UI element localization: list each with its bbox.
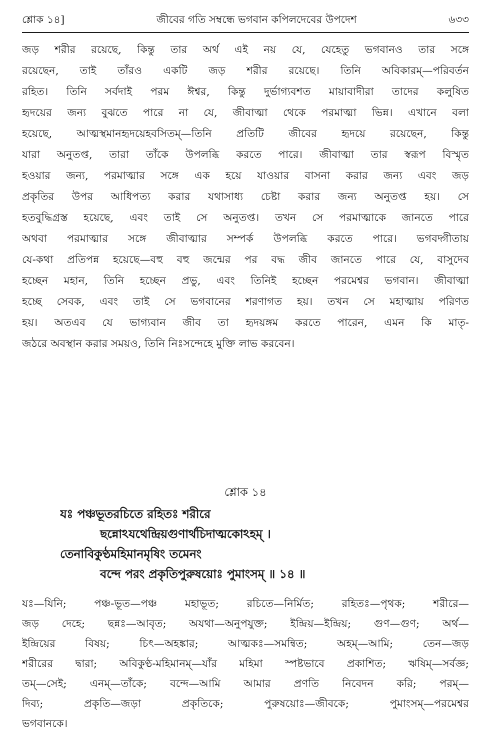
- header-page-number: ৬৩৩: [448, 13, 469, 26]
- gloss-line: শরীরের দ্বারা; অবিকুণ্ঠ-মহিমানম্—যাঁর মহিমা স্পষ্টভাবে প্রকাশিত; ঋষিম্—সর্বজ্ঞ;: [22, 658, 469, 670]
- gloss-line: ইন্দ্রিয়ের বিষয়; চিৎ—অহঙ্কার; আত্মকঃ—সমন্বিত; অহম্—আমি; তেন—জড়: [22, 638, 469, 650]
- verse-line: যঃ পঞ্চভূতরচিতে রহিতঃ শরীরে: [60, 507, 211, 521]
- purport-text: [22, 40, 469, 355]
- header-chapter-title: জীবের গতি সম্বন্ধে ভগবান কপিলদেবের উপদেশ: [156, 13, 357, 26]
- header-verse-ref: শ্লোক ১৪]: [22, 13, 65, 26]
- purport-line: রহিত। তিনি সর্বদাই পরম ঈশ্বর, কিন্তু দুর্ভাগ্যবশত মায়াবাদীরা তাদের কলুষিত: [22, 86, 469, 98]
- gloss-line: যঃ—যিনি; পঞ্চ-ভূত—পঞ্চ মহাভূত; রচিতে—নির্মিত; রহিতঃ—পৃথক; শরীরে—: [22, 598, 469, 610]
- purport-line: প্রকৃতির উপর আধিপত্য করার যথাসাধ্য চেষ্টা করার জন্য অনুতপ্ত হয়। সে: [22, 191, 469, 203]
- purport-line: জড় শরীর রয়েছে, কিন্তু তার অর্থ এই নয় যে, যেহেতু ভগবানও তার সঙ্গে: [22, 44, 469, 56]
- gloss-line: তম্—সেই; এনম্—তাঁকে; বন্দে—আমি আমার প্রণতি নিবেদন করি; পরম্—: [22, 678, 469, 690]
- running-header: [22, 10, 469, 33]
- purport-line: হচ্ছে সেবক, এবং তাই সে ভগবানের শরণাগত হয়। তখন সে মহাত্মায় পরিণত: [22, 296, 469, 308]
- purport-line: যে-কথা প্রতিপন্ন হয়েছে—বহু বহু জন্মের পর বদ্ধ জীব জানতে পারে যে, বাসুদেব: [22, 254, 469, 266]
- purport-line: জঠরে অবস্থান করার সময়ও, তিনি নিঃসন্দেহে মুক্তি লাভ করবেন।: [22, 338, 295, 350]
- purport-line: হয়। অতএব যে ভাগ্যবান জীব তা হৃদয়ঙ্গম করতে পারেন, এমন কি মাতৃ-: [22, 317, 469, 329]
- purport-line: অথবা পরমাত্মার সঙ্গে জীবাত্মার সম্পর্ক উপলব্ধি করতে পারে। ভগবদ্গীতায়: [22, 233, 469, 245]
- purport-line: রয়েছেন, তাই তাঁরও একটি জড় শরীর রয়েছে। তিনি অবিকারম্—পরিবর্তন: [22, 65, 469, 77]
- verse-line: বন্দে পরং প্রকৃতিপুরুষয়োঃ পুমাংসম্ ॥ ১৪ ॥: [100, 567, 306, 581]
- gloss-line: জড় দেহে; ছন্নঃ—আবৃত; অযথা—অনুপযুক্ত; ইন্দ্রিয়—ইন্দ্রিয়; গুণ—গুণ; অর্থ—: [22, 618, 469, 630]
- purport-line: হতবুদ্ধিগ্রস্ত হয়েছে, এবং তাই সে অনুতপ্ত। তখন সে পরমাত্মাকে জানতে পারে: [22, 212, 469, 224]
- purport-line: যারা অনুতপ্ত, তারা তাঁকে উপলব্ধি করতে পারে। জীবাত্মা তার স্বরূপ বিস্মৃত: [22, 149, 469, 161]
- verse-heading: শ্লোক ১৪: [224, 485, 267, 499]
- purport-line: হচ্ছেন মহান, তিনি হচ্ছেন প্রভু, এবং তিনিই হচ্ছেন পরমেশ্বর ভগবান। জীবাত্মা: [22, 275, 469, 287]
- purport-line: হয়েছে, আত্মস্থমানহৃদয়েহবসিতম্—তিনি প্রতিটি জীবের হৃদয়ে রয়েছেন, কিন্তু: [22, 128, 469, 140]
- gloss-line: দিব্য; প্রকৃতি—জড়া প্রকৃতিকে; পুরুষয়োঃ—জীবকে; পুমাংসম্—পরমেশ্বর: [22, 698, 469, 710]
- purport-line: হৃদয়ের জন্য বুঝতে পারে না যে, জীবাত্মা থেকে পরমাত্মা ভিন্ন। এখানে বলা: [22, 107, 469, 119]
- verse-line: তেনাবিকুণ্ঠমহিমানমৃষিং তমেনং: [60, 547, 202, 561]
- sanskrit-verse: [60, 504, 460, 584]
- verse-line: ছন্নোঽযথেন্দ্রিয়গুণার্থচিদাত্মকোঽহম্ ।: [100, 527, 271, 541]
- gloss-line: ভগবানকে।: [22, 718, 68, 730]
- purport-line: হওয়ার জন্য, পরমাত্মার সঙ্গে এক হয়ে যাওয়ার বাসনা করার জন্য এবং জড়: [22, 170, 469, 182]
- word-for-word-synonyms: [22, 594, 469, 734]
